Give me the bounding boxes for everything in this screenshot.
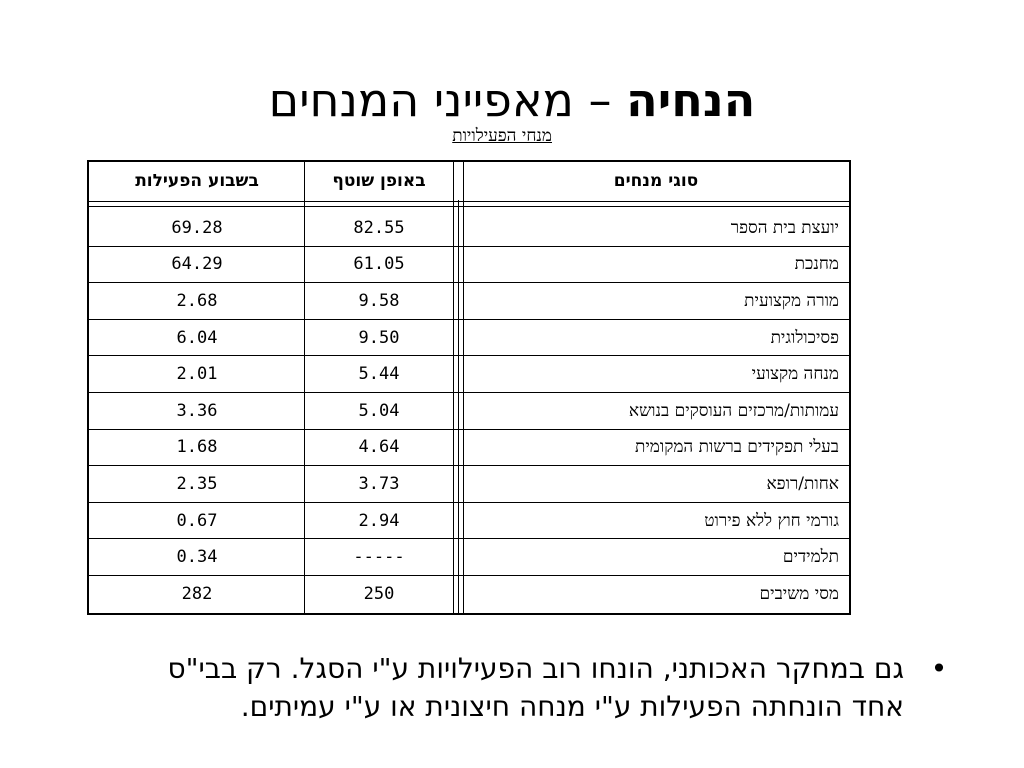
cell-joint: 2.94 bbox=[358, 510, 400, 531]
cell-type: מסי משיבים bbox=[759, 584, 839, 605]
table-row bbox=[87, 466, 851, 503]
table-row bbox=[87, 210, 851, 247]
guides-table bbox=[87, 160, 851, 615]
table-row bbox=[87, 503, 851, 540]
header-separator bbox=[87, 206, 851, 207]
cell-type: תלמידים bbox=[782, 547, 839, 568]
cell-type: גורמי חוץ ללא פירוט bbox=[704, 510, 839, 531]
cell-type: בעלי תפקידים ברשות המקומית bbox=[634, 437, 839, 458]
column-divider-week-joint bbox=[304, 160, 305, 615]
cell-week: 64.29 bbox=[171, 254, 223, 275]
cell-type: אחות/רופא bbox=[766, 473, 839, 494]
table-row bbox=[87, 283, 851, 320]
table-row bbox=[87, 356, 851, 393]
table-row bbox=[87, 247, 851, 284]
cell-week: 0.34 bbox=[176, 547, 218, 568]
slide-title bbox=[0, 70, 1024, 130]
table-row bbox=[87, 576, 851, 613]
cell-joint: 3.73 bbox=[358, 473, 400, 494]
cell-joint: 61.05 bbox=[353, 254, 405, 275]
cell-type: מחנכת bbox=[794, 254, 839, 275]
table-row bbox=[87, 393, 851, 430]
cell-week: 1.68 bbox=[176, 437, 218, 458]
cell-week: 282 bbox=[181, 584, 213, 605]
table-caption: מנחי הפעילויות bbox=[452, 126, 552, 146]
column-divider-gap-left bbox=[458, 200, 459, 615]
cell-week: 6.04 bbox=[176, 327, 218, 348]
cell-week: 69.28 bbox=[171, 217, 223, 238]
table-row bbox=[87, 430, 851, 467]
cell-type: מנחה מקצועי bbox=[751, 364, 839, 385]
cell-type: יועצת בית הספר bbox=[730, 217, 839, 238]
cell-type: פסיכולוגית bbox=[770, 327, 839, 348]
cell-type: מורה מקצועית bbox=[744, 290, 839, 311]
cell-week: 2.35 bbox=[176, 473, 218, 494]
header-week: בשבוע הפעילות bbox=[135, 171, 259, 191]
cell-joint: 82.55 bbox=[353, 217, 405, 238]
cell-joint: 5.44 bbox=[358, 364, 400, 385]
cell-joint: 9.50 bbox=[358, 327, 400, 348]
column-divider-joint-outer bbox=[453, 160, 454, 615]
cell-week: 3.36 bbox=[176, 400, 218, 421]
cell-week: 2.68 bbox=[176, 290, 218, 311]
cell-joint: 4.64 bbox=[358, 437, 400, 458]
bullet-text: גם במחקר האכותני, הונחו רוב הפעילויות ע"י הסגל. רק בבי"ס אחד הונחתה הפעילות ע"י מנחה חיצונית או ע"י עמיתים. bbox=[167, 652, 904, 723]
title-rest: – מאפייני המנחים bbox=[268, 73, 627, 127]
bullet-item bbox=[110, 650, 950, 726]
table-row bbox=[87, 539, 851, 576]
header-type: סוגי מנחים bbox=[613, 171, 699, 191]
cell-week: 0.67 bbox=[176, 510, 218, 531]
column-divider-gap-right bbox=[463, 160, 464, 615]
cell-type: עמותות/מרכזים העוסקים בנושא bbox=[628, 400, 839, 421]
table-header-row bbox=[87, 162, 851, 200]
table-row bbox=[87, 320, 851, 357]
cell-joint: 5.04 bbox=[358, 400, 400, 421]
cell-week: 2.01 bbox=[176, 364, 218, 385]
cell-joint: 9.58 bbox=[358, 290, 400, 311]
bullet-dot: • bbox=[930, 652, 948, 685]
cell-joint: ----- bbox=[353, 547, 405, 568]
cell-joint: 250 bbox=[363, 584, 395, 605]
title-emphasis: הנחיה bbox=[626, 73, 756, 127]
header-joint: באופן שוטף bbox=[332, 171, 426, 191]
